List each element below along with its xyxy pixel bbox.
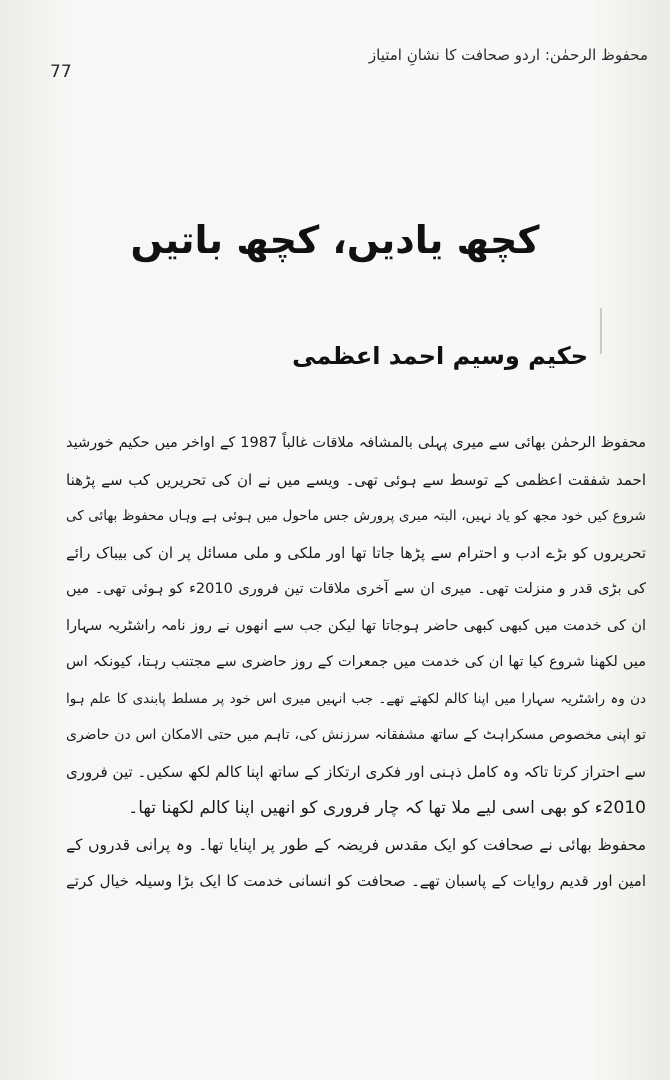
body-line: امین اور قدیم روایات کے پاسبان تھے۔ صحافت کو انسانی خدمت کا ایک بڑا وسیلہ خیال کرتے [66,872,646,890]
body-line: محفوظ بھائی نے صحافت کو ایک مقدس فریضہ کے طور پر اپنایا تھا۔ وہ پرانی قدروں کے [66,835,646,854]
body-line: میں لکھنا شروع کیا تھا ان کی خدمت میں جمعرات کے روز حاضری سے مجتنب رہتا، کیونکہ اس [66,654,646,670]
body-line: سے احتراز کرتا تاکہ وہ کامل ذہنی اور فکری ارتکاز کے ساتھ اپنا کالم لکھ سکیں۔ تین فروری [66,762,646,781]
article-title: کچھ یادیں، کچھ باتیں [130,218,540,262]
body-line: تحریروں کو بڑے ادب و احترام سے پڑھا جاتا تھا اور ملکی و ملی مسائل پر ان کی بیباک رائے [66,543,646,562]
body-line: دن وہ راشٹریہ سہارا میں اپنا کالم لکھتے تھے۔ جب انہیں میری اس خود پر مسلط پابندی کا علم ہوا [66,690,646,707]
running-head: محفوظ الرحمٰن: اردو صحافت کا نشانِ امتیاز [368,46,648,64]
body-line: تو اپنی مخصوص مسکراہٹ کے ساتھ مشفقانہ سرزنش کی، تاہم میں حتی الامکان اس دن حاضری [66,727,646,743]
body-line: شروع کیں خود مجھ کو یاد نہیں، البتہ میری پرورش جس ماحول میں ہوئی ہے وہاں محفوظ بھائی کی [66,508,646,524]
article-body [66,425,646,900]
body-line: 2010ء کو بھی اسی لیے ملا تھا کہ چار فروری کو انھیں اپنا کالم لکھنا تھا۔ [128,798,646,818]
margin-pencil-mark [600,308,602,354]
body-line: کی بڑی قدر و منزلت تھی۔ میری ان سے آخری ملاقات تین فروری 2010ء کو ہوئی تھی۔ میں [66,581,646,597]
body-line: ان کی خدمت میں کبھی کبھی حاضر ہوجاتا تھا لیکن جب سے انھوں نے روز نامہ راشٹریہ سہارا [66,617,646,634]
article-author: حکیم وسیم احمد اعظمی [292,342,588,370]
body-line: احمد شفقت اعظمی کے توسط سے ہوئی تھی۔ ویسے میں نے ان کی تحریریں کب سے پڑھنا [66,470,646,489]
page-number: 77 [50,62,72,82]
body-line: محفوظ الرحمٰن بھائی سے میری پہلی بالمشافہ ملاقات غالباً 1987 کے اواخر میں حکیم خورشید [66,435,646,451]
